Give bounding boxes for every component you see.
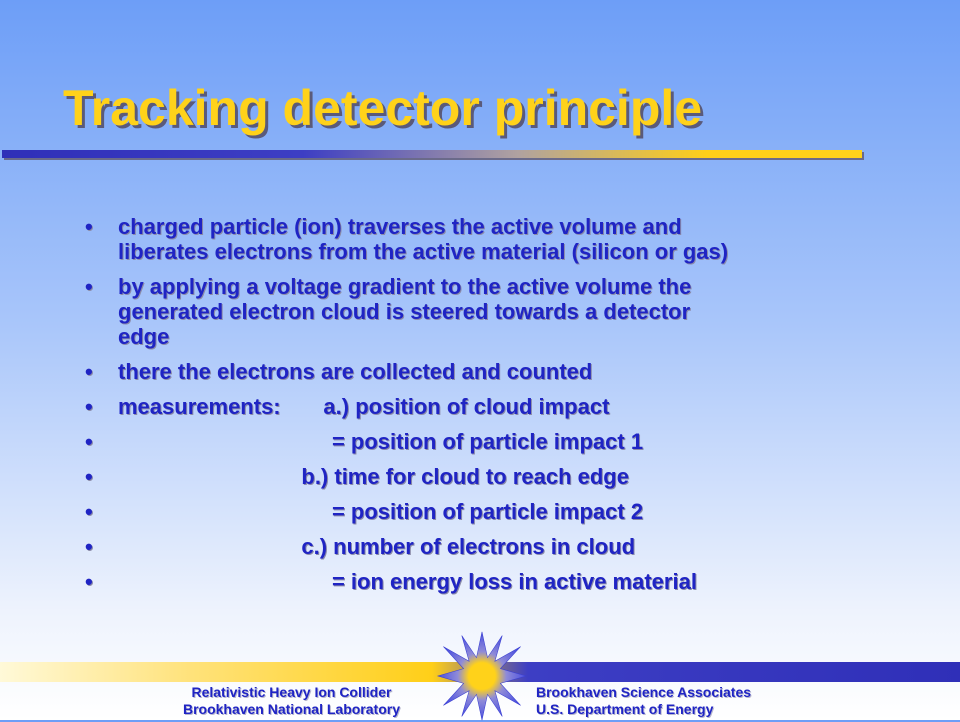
bullet-item [85, 274, 885, 349]
bullet-item [85, 464, 885, 489]
footer-left [183, 684, 400, 718]
footer-left-line1: Relativistic Heavy Ion Collider [191, 684, 392, 700]
bullet-text: charged particle (ion) traverses the active volume and liberates electrons from the active material (silicon or gas) [118, 214, 729, 264]
bullet-marker: • [85, 359, 93, 384]
bullet-text: by applying a voltage gradient to the active volume the generated electron cloud is steered towards a detector edge [118, 274, 692, 349]
footer-left-line2: Brookhaven National Laboratory [182, 701, 400, 717]
bullet-text: c.) number of electrons in cloud [118, 534, 636, 559]
bullet-text: measurements: a.) position of cloud impact [118, 394, 610, 419]
bullet-text: there the electrons are collected and counted [118, 359, 593, 384]
bullet-marker: • [85, 534, 93, 559]
slide-title: Tracking detector principle [63, 80, 703, 136]
bullet-marker: • [85, 499, 93, 524]
bullet-item [85, 214, 885, 264]
bullet-marker: • [85, 394, 93, 419]
bullet-item [85, 569, 885, 594]
bullet-item [85, 359, 885, 384]
bullet-item [85, 534, 885, 559]
bullet-item [85, 429, 885, 454]
bullet-text: = position of particle impact 1 [118, 429, 644, 454]
bullet-marker: • [85, 464, 93, 489]
footer-right-line1: Brookhaven Science Associates [536, 684, 752, 700]
bullet-text: b.) time for cloud to reach edge [118, 464, 629, 489]
footer-right-line2: U.S. Department of Energy [536, 701, 714, 717]
bullet-marker: • [85, 274, 93, 299]
bullet-marker: • [85, 569, 93, 594]
bullet-text: = position of particle impact 2 [118, 499, 644, 524]
bullet-marker: • [85, 429, 93, 454]
bullet-item [85, 499, 885, 524]
title-underline [2, 150, 862, 158]
bullet-item [85, 394, 885, 419]
bullet-list [85, 214, 885, 604]
starburst-logo-icon [436, 630, 528, 722]
bullet-text: = ion energy loss in active material [118, 569, 697, 594]
footer-right [536, 684, 751, 718]
bullet-marker: • [85, 214, 93, 239]
